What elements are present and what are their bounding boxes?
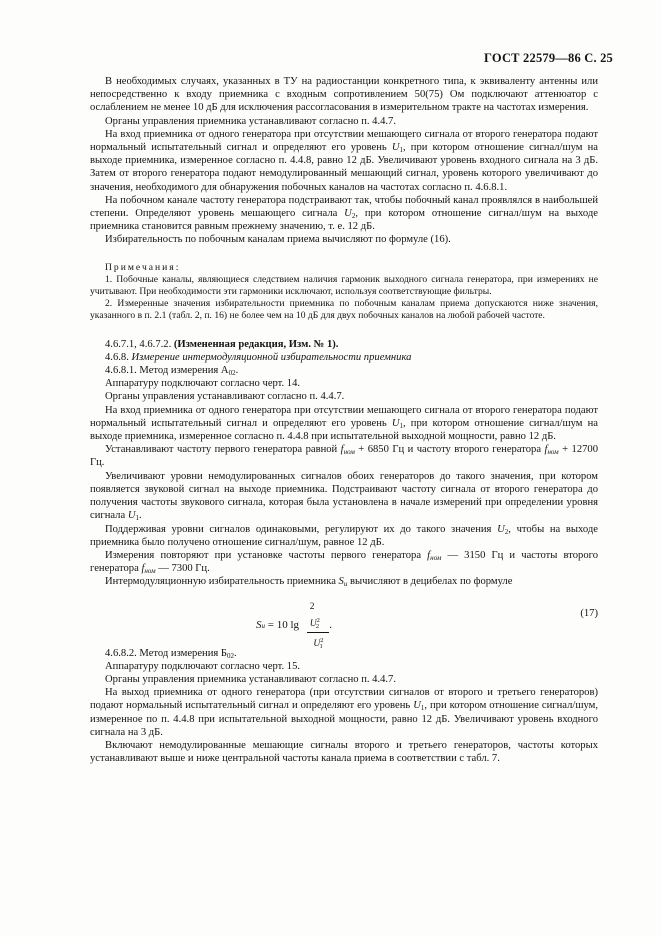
paragraph: 4.6.7.1, 4.6.7.2. (Измененная редакция, Изм. № 1). xyxy=(105,338,339,350)
paragraph: Интермодуляционную избирательность приемника $S_и$ вычисляют в децибелах по формуле xyxy=(105,576,513,589)
fraction-numerator: 2 $U^2_2$ xyxy=(307,601,330,634)
paragraph: 4.6.8.2. Метод измерения $Б_{02}$. xyxy=(105,647,237,660)
paragraph: Поддерживая уровни сигналов одинаковыми, регулируют их до такого значения $U_2$, чтобы на выходе приемника было получено отношение сигнал/шум, равное 12 дБ. xyxy=(90,523,598,548)
paragraph: Органы управления приемника устанавливают согласно п. 4.4.7. xyxy=(105,673,397,685)
paragraph: На вход приемника от одного генератора при отсутствии мешающего сигнала от второго генератора подают нормальный испытательный сигнал и определяют его уровень $U_1$, при котором отношение сигнал/шум на выходе приемника, измеренное согласно п. 4.4.8, равно 12 дБ. Увеличивают уровень входного сигнала на 3 дБ. Затем от второго генератора подают немодулированный мешающий сигнал, уровень которого увеличивают до значения, необходимого для обнаружения побочных каналов на частотах согласно п. 4.6.8.1. xyxy=(90,128,598,193)
paragraph: Аппаратуру подключают согласно черт. 14. xyxy=(105,378,301,390)
section-heading: 4.6.8. Измерение интермодуляционной избирательности приемника xyxy=(105,351,412,363)
document-body xyxy=(90,75,598,765)
fraction-denominator: $U^2_1$ xyxy=(313,637,324,651)
formula-17 xyxy=(90,595,598,651)
paragraph: 4.6.8.1. Метод измерения $А_{02}$. xyxy=(105,365,239,378)
paragraph: Увеличивают уровни немодулированных сигналов обоих генераторов до такого значения, при котором появляется звуковой сигнал на выходе приемника. Подстраивают частоту сигнала от второго генератора до получения частоты звукового сигнала, которая была установлена в начале измерений при определении уровня сигнала $U_1$. xyxy=(90,470,598,523)
paragraph: Аппаратуру подключают согласно черт. 15. xyxy=(105,660,301,672)
note-item: 1. Побочные каналы, являющиеся следствием наличия гармоник выходного сигнала генератора, при измерениях не учитывают. При необходимости эти гармоники исключают, используя соответствующие фильтры. xyxy=(90,273,598,298)
paragraph: На вход приемника от одного генератора при отсутствии мешающего сигнала от второго генератора подают нормальный испытательный сигнал и определяют его уровень $U_1$, при котором отношение сигнал/шум на выходе приемника, измеренное согласно п. 4.4.8 при испытательной выходной мощности, равно 12 дБ. xyxy=(90,404,598,443)
paragraph: Органы управления приемника устанавливают согласно п. 4.4.7. xyxy=(105,115,397,127)
paragraph: На побочном канале частоту генератора подстраивают так, чтобы побочный канал проявлялся в наибольшей степени. Определяют уровень мешающего сигнала $U_2$, при котором отношение сигнал/шум на выходе приемника становится равным прежнему значению, т. е. 12 дБ. xyxy=(90,194,598,233)
paragraph: В необходимых случаях, указанных в ТУ на радиостанции конкретного типа, к эквиваленту антенны или непосредственно к входу приемника с входным сопротивлением 50(75) Ом подключают аттенюатор с ослаблением не менее 10 дБ для исключения рассогласования в измерительном тракте на частотах измерения. xyxy=(90,76,598,114)
formula-fraction xyxy=(307,601,330,652)
notes-block xyxy=(90,262,598,323)
paragraph: Избирательность по побочным каналам приема вычисляют по формуле (16). xyxy=(105,234,451,246)
paragraph: Органы управления устанавливают согласно п. 4.4.7. xyxy=(105,391,345,403)
equation-number: (17) xyxy=(580,607,598,619)
paragraph: Измерения повторяют при установке частоты первого генератора $f_{ном}$ — 3150 Гц и частоты второго генератора $f_{ном}$ — 7300 Гц. xyxy=(90,549,598,576)
paragraph: Устанавливают частоту первого генератора равной $f_{ном} + 6850$ Гц и частоту второго генератора $f_{ном} + 12700$ Гц. xyxy=(90,444,599,469)
notes-title: Примечания: xyxy=(105,261,181,273)
note-item: 2. Измеренные значения избирательности приемника по побочным каналам приема допускаются ниже значения, указанного в п. 2.1 (табл. 2, п. 16) не более чем на 10 дБ для двух побочных каналов на любой рабочей частоте. xyxy=(90,298,598,322)
page-header: ГОСТ 22579—86 С. 25 xyxy=(484,51,613,65)
paragraph: На выход приемника от одного генератора (при отсутствии сигналов от второго и третьего генераторов) подают нормальный испытательный сигнал и определяют его уровень $U_1$, при котором отношение сигнал/шум, измеренное по п. 4.4.8 при испытательной выходной мощности, равно 12 дБ. Увеличивают уровень входного сигнала на 3 дБ. xyxy=(90,687,598,738)
formula-expression: S и = 10 lg $\frac{2 U^2_2}{U^2_1}$ . xyxy=(256,601,333,651)
paragraph: Включают немодулированные мешающие сигналы второго и третьего генераторов, частоты которых устанавливают выше и ниже центральной частоты канала приема в соответствии с табл. 7. xyxy=(90,739,598,765)
